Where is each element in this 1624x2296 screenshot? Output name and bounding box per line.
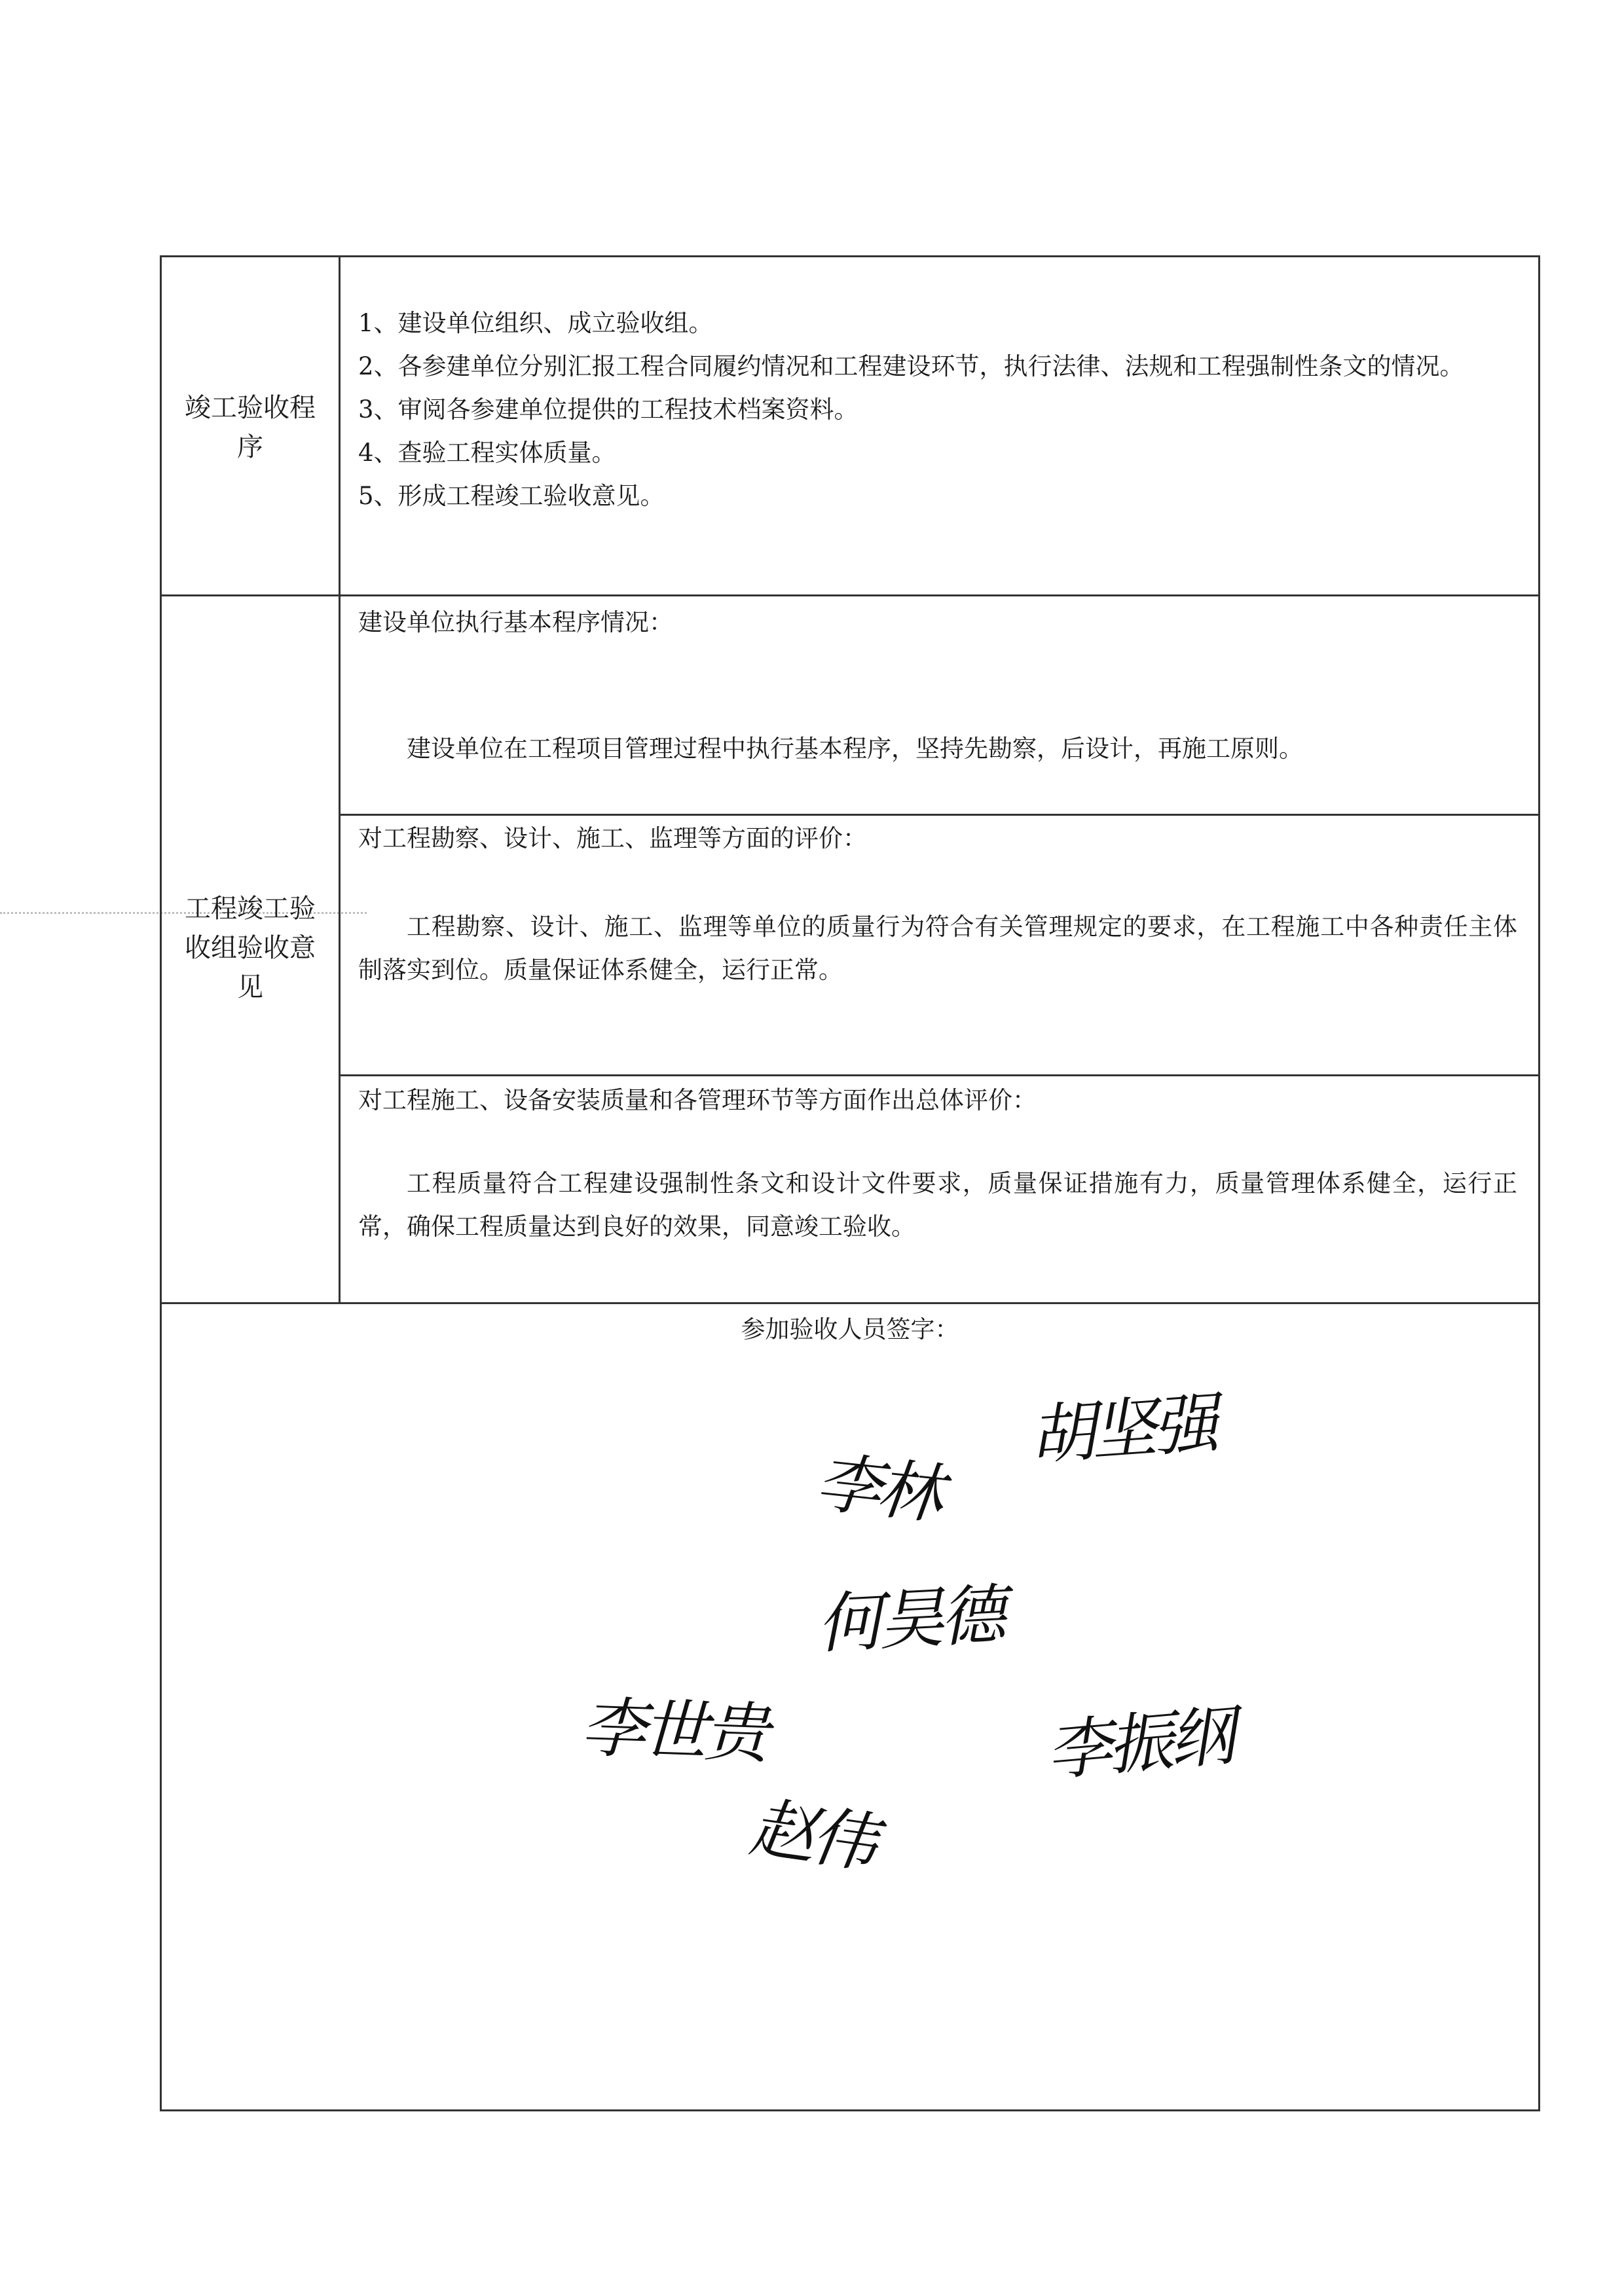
- signature: 赵伟: [745, 1789, 879, 1882]
- procedure-step: 2、各参建单位分别汇报工程合同履约情况和工程建设环节，执行法律、法规和工程强制性条文的情况。: [358, 352, 1464, 380]
- procedure-label: 竣工验收程序: [185, 393, 316, 462]
- row-divider: [339, 814, 1538, 816]
- acceptance-table: [160, 255, 1540, 2111]
- procedure-step: 3、审阅各参建单位提供的工程技术档案资料。: [358, 395, 858, 424]
- procedure-step: 5、形成工程竣工验收意见。: [358, 482, 665, 510]
- signature: 李世贵: [579, 1689, 767, 1772]
- opinion-section-body: 工程勘察、设计、施工、监理等单位的质量行为符合有关管理规定的要求，在工程施工中各种责任主体制落实到位。质量保证体系健全，运行正常。: [358, 913, 1517, 984]
- row-divider: [162, 594, 1538, 596]
- signature: 何昊德: [815, 1576, 1004, 1663]
- opinion-section-heading: 对工程勘察、设计、施工、监理等方面的评价：: [358, 824, 867, 852]
- row-divider: [162, 1302, 1538, 1304]
- signature: 胡坚强: [1027, 1385, 1217, 1474]
- row-divider: [339, 1074, 1538, 1076]
- column-divider: [339, 257, 341, 1302]
- opinion-label: 工程竣工验收组验收意见: [185, 894, 316, 1002]
- signature: 李林: [812, 1444, 943, 1533]
- procedure-steps: [358, 302, 1517, 518]
- opinion-section-heading: 建设单位执行基本程序情况：: [358, 608, 673, 636]
- procedure-step: 4、查验工程实体质量。: [358, 439, 616, 467]
- opinion-section-body: 建设单位在工程项目管理过程中执行基本程序，坚持先勘察，后设计，再施工原则。: [407, 735, 1303, 763]
- opinion-section-heading: 对工程施工、设备安装质量和各管理环节等方面作出总体评价：: [358, 1086, 1037, 1114]
- opinion-section-body: 工程质量符合工程建设强制性条文和设计文件要求，质量保证措施有力，质量管理体系健全，运行正常，确保工程质量达到良好的效果，同意竣工验收。: [358, 1169, 1517, 1241]
- signature-heading: 参加验收人员签字：: [741, 1315, 959, 1343]
- signature: 李振纲: [1043, 1697, 1234, 1791]
- procedure-step: 1、建设单位组织、成立验收组。: [358, 309, 713, 337]
